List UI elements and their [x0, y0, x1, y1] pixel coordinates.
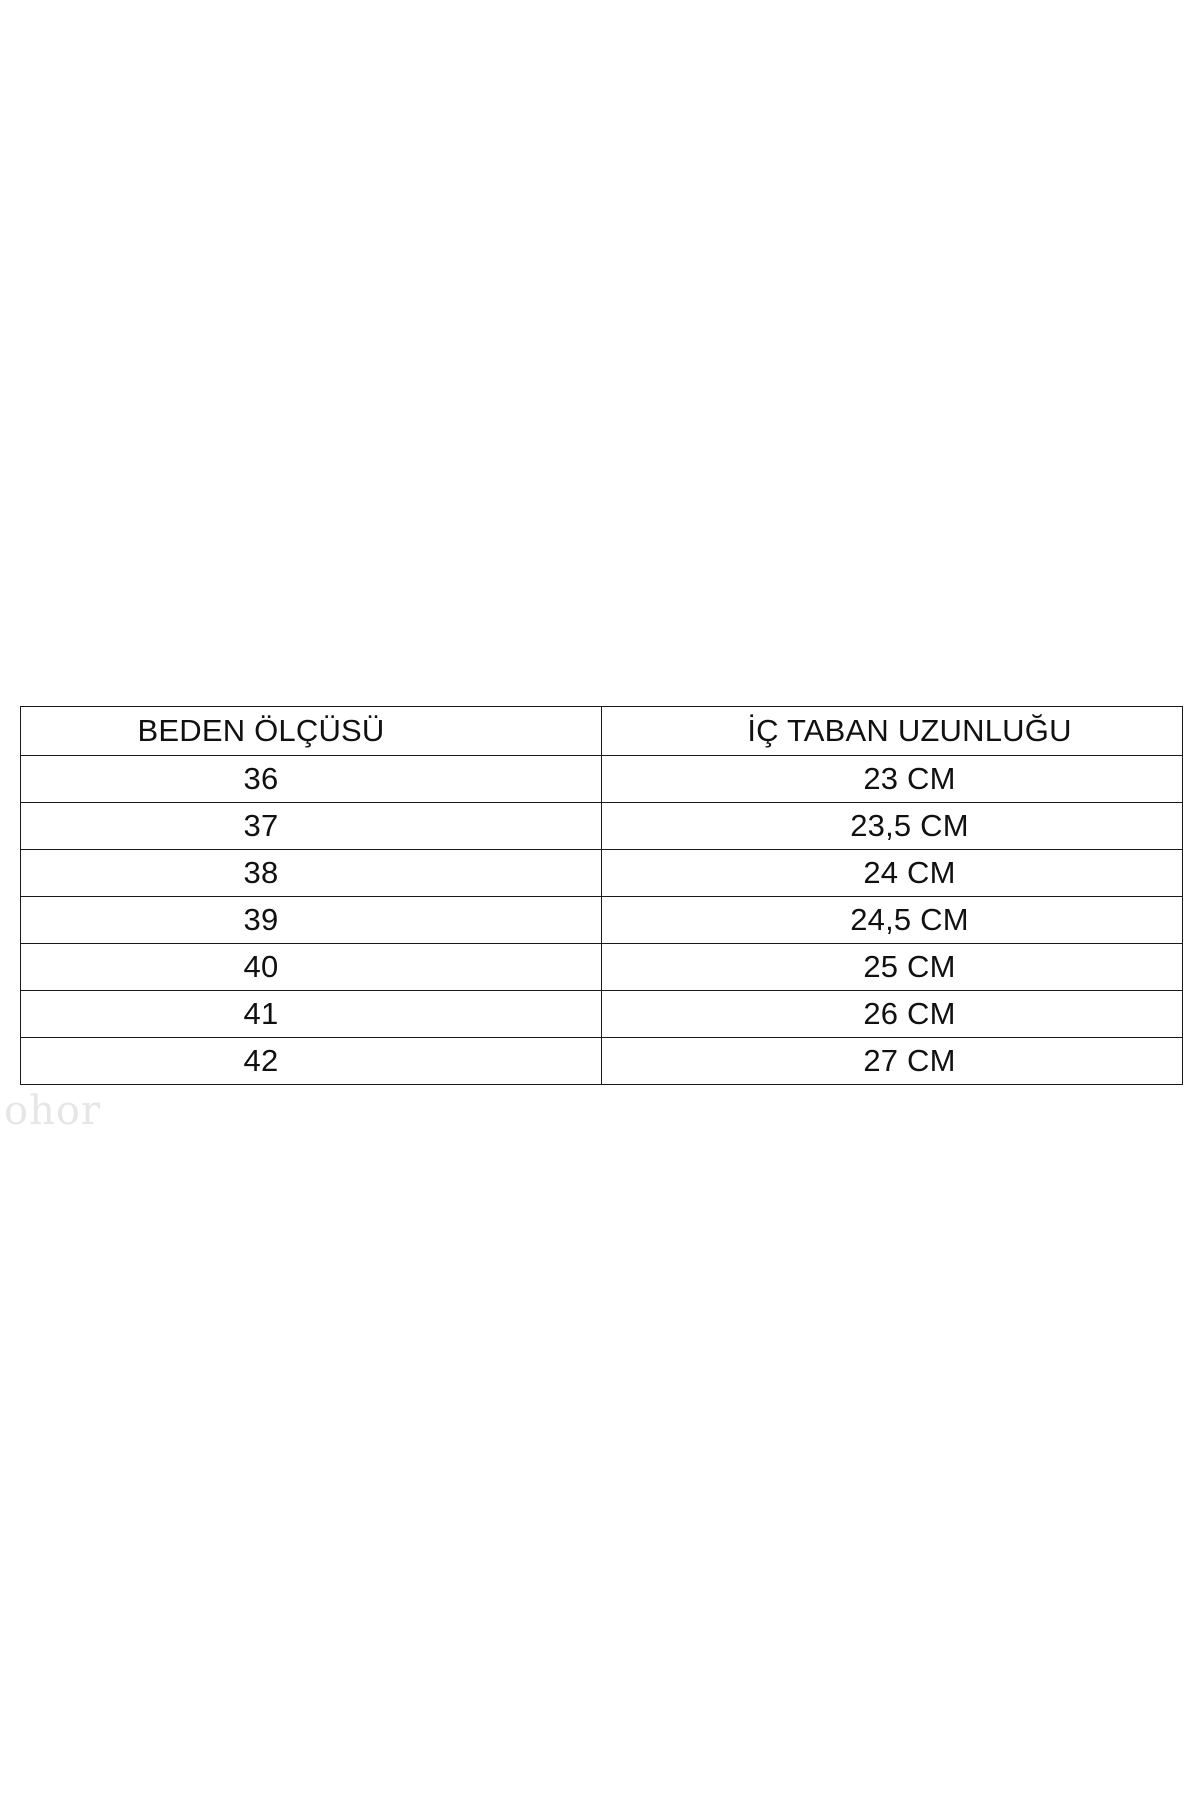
length-value: 23,5 CM: [850, 808, 969, 843]
watermark: ohor: [4, 1088, 102, 1134]
size-cell: [21, 944, 602, 991]
length-cell: [602, 991, 1183, 1038]
table-row: [21, 1038, 1183, 1085]
size-cell: [21, 803, 602, 850]
length-value: 24 CM: [863, 855, 956, 890]
size-cell: [21, 850, 602, 897]
table-row: [21, 803, 1183, 850]
header-insole-length-label: İÇ TABAN UZUNLUĞU: [747, 713, 1072, 748]
table-row: [21, 991, 1183, 1038]
table-row: [21, 944, 1183, 991]
table-header-row: [21, 707, 1183, 756]
length-value: 25 CM: [863, 949, 956, 984]
length-cell: [602, 803, 1183, 850]
size-cell: [21, 756, 602, 803]
size-value: 39: [243, 902, 279, 937]
length-value: 24,5 CM: [850, 902, 969, 937]
length-value: 26 CM: [863, 996, 956, 1031]
length-cell: [602, 756, 1183, 803]
header-size: [21, 707, 602, 756]
length-value: 27 CM: [863, 1043, 956, 1078]
size-value: 40: [243, 949, 279, 984]
table-row: [21, 756, 1183, 803]
size-value: 38: [243, 855, 279, 890]
length-cell: [602, 1038, 1183, 1085]
length-cell: [602, 897, 1183, 944]
size-cell: [21, 1038, 602, 1085]
length-cell: [602, 944, 1183, 991]
length-value: 23 CM: [863, 761, 956, 796]
size-value: 37: [243, 808, 279, 843]
size-value: 36: [243, 761, 279, 796]
header-insole-length: [602, 707, 1183, 756]
table-row: [21, 850, 1183, 897]
table-row: [21, 897, 1183, 944]
size-cell: [21, 991, 602, 1038]
size-value: 42: [243, 1043, 279, 1078]
size-chart-table: [20, 706, 1183, 1085]
size-value: 41: [243, 996, 279, 1031]
header-size-label: BEDEN ÖLÇÜSÜ: [137, 713, 385, 748]
size-cell: [21, 897, 602, 944]
length-cell: [602, 850, 1183, 897]
